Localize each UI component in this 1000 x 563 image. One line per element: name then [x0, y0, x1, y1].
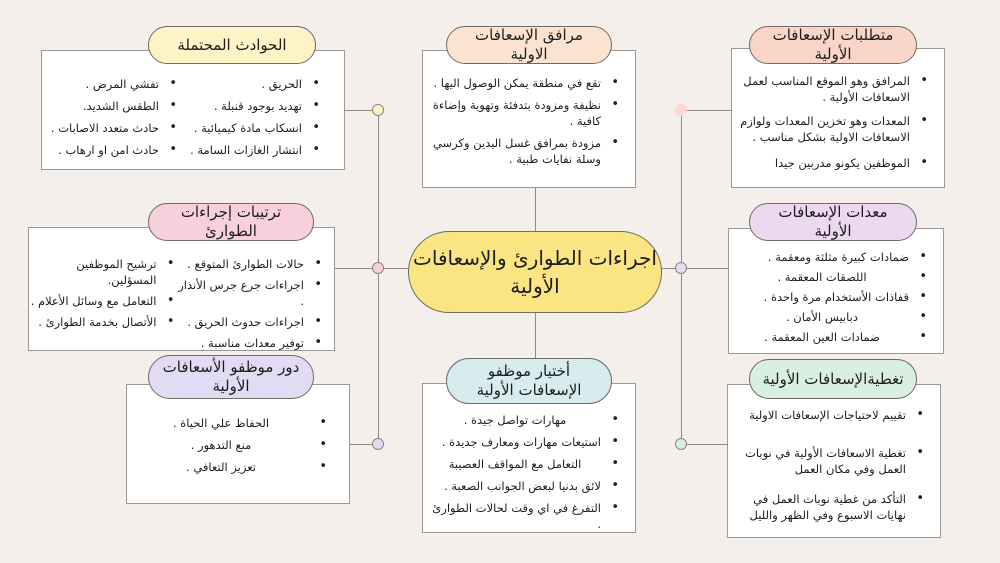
- right-trunk-line: [681, 110, 682, 444]
- list-item: • قفاذات الأستخدام مرة واحدة .: [735, 289, 929, 305]
- node-dot-lilac: [675, 262, 687, 274]
- equipment-box: [728, 228, 944, 354]
- staff-role-header[interactable]: [148, 355, 314, 399]
- requirements-header[interactable]: [749, 26, 917, 64]
- node-dot-green: [675, 438, 687, 450]
- potential-incidents-box: [41, 50, 345, 170]
- center-bottom-connector: [535, 312, 536, 358]
- list-item: • تقييم لاحتياجات الإسعافات الاولية: [734, 407, 926, 423]
- list-item: • الحريق .: [185, 76, 322, 92]
- list-item: • توفير معدات مناسبة .: [177, 335, 325, 351]
- left-trunk-line: [378, 110, 379, 444]
- coverage-title: تغطيةالإسعافات الأولية: [762, 369, 904, 388]
- list-item: • اجراءات حدوث الحريق .: [177, 314, 325, 330]
- requirements-box: [731, 48, 945, 188]
- equipment-header[interactable]: [749, 203, 917, 241]
- list-item: • الحفاظ علي الحياة .: [133, 415, 329, 431]
- node-dot-salmon: [675, 104, 687, 116]
- staff-selection-box: [422, 383, 636, 533]
- right-bottom-connector: [681, 444, 727, 445]
- node-dot-pink: [372, 262, 384, 274]
- center-right-connector: [661, 268, 731, 269]
- potential-incidents-header[interactable]: [148, 26, 316, 64]
- list-item: • التعامل مع المواقف العصيبة: [429, 456, 621, 472]
- list-item: • التفرغ في اي وقت لحالات الطوارئ .: [429, 500, 621, 532]
- node-dot-yellow: [372, 104, 384, 116]
- central-topic-title: اجراءات الطوارئ والإسعافات الأولية: [413, 246, 657, 298]
- center-top-connector: [535, 188, 536, 232]
- list-item: • لائق بدنيا لبعض الجوانب الصعبة .: [429, 478, 621, 494]
- list-item: • تهديد بوجود قنبلة .: [185, 98, 322, 114]
- facilities-title: مرافق الإسعافات الاولية: [475, 26, 583, 63]
- list-item: • الطقس الشديد.: [42, 98, 179, 114]
- list-item: • دبابيس الأمان .: [735, 309, 929, 325]
- list-item: • حادث متعدد الاصابات .: [42, 120, 179, 136]
- equipment-title: معدات الإسعافات الأولية: [778, 203, 888, 240]
- facilities-header[interactable]: [446, 26, 612, 64]
- list-item: • الأتصال بخدمة الطوارئ .: [29, 314, 177, 330]
- list-item: • التأكد من غطية نوبات العمل في نهايات الاسبوع وفي الظهر والليل: [734, 491, 926, 523]
- list-item: • حالات الطوارئ المتوقع .: [177, 256, 325, 272]
- arrangements-title: ترتيبات إجراءات الطوارئ: [180, 203, 282, 240]
- list-item: • منع التدهور .: [133, 437, 329, 453]
- right-top-connector: [681, 110, 731, 111]
- list-item: • المرافق وهو الموقع المناسب لعمل الاسعافات الأولية .: [738, 73, 930, 105]
- list-item: • ضمادات كبيرة مثلثة ومعقمة .: [735, 249, 929, 265]
- coverage-header[interactable]: [749, 359, 917, 399]
- list-item: • اللصقات المعقمة .: [735, 269, 929, 285]
- list-item: • المعدات وهو تخزين المعدات ولوازم الاسعافات الاولية بشكل مناسب .: [738, 113, 930, 145]
- arrangements-box: [28, 227, 335, 351]
- list-item: • مهارات تواصل جيدة .: [429, 412, 621, 428]
- node-dot-lavender: [372, 438, 384, 450]
- list-item: • الموظفين يكونو مدربين جيدا: [738, 155, 930, 171]
- list-item: • تغطية الاسعافات الأولية في نوبات العمل وفي مكان العمل: [734, 445, 926, 477]
- list-item: • استيعات مهارات ومعارف جديدة .: [429, 434, 621, 450]
- staff-selection-header[interactable]: [446, 358, 612, 404]
- facilities-box: [422, 50, 636, 188]
- arrangements-header[interactable]: [148, 203, 314, 241]
- list-item: • ضمادات العين المعقمة .: [735, 329, 929, 345]
- list-item: • انسكاب مادة كيميائية .: [185, 120, 322, 136]
- list-item: • تقع في منطقة يمكن الوصول اليها .: [429, 75, 621, 91]
- coverage-box: [727, 384, 941, 538]
- list-item: • نظيفة ومزودة بتدفئة وتهوية وإضاءة كافية .: [429, 97, 621, 129]
- staff-role-title: دور موظفو الأسعافات الأولية: [162, 358, 300, 395]
- central-topic[interactable]: [408, 231, 662, 313]
- list-item: • مزودة بمرافق غسل اليدين وكرسي وسلة نفايات طبية .: [429, 135, 621, 167]
- list-item: • اجراءات جرع جرس الأنذار .: [177, 277, 325, 309]
- potential-incidents-title: الحوادث المحتملة: [177, 35, 287, 54]
- list-item: • تعزيز التعافي .: [133, 459, 329, 475]
- staff-selection-title: أختيار موظفو الإسعافات الأولية: [476, 362, 582, 399]
- staff-role-box: [126, 384, 350, 504]
- requirements-title: متطلبات الإسعافات الأولية: [772, 26, 894, 63]
- list-item: • ترشيح الموظفين المسؤلين.: [29, 256, 177, 288]
- list-item: • انتشار الغازات السامة .: [185, 142, 322, 158]
- list-item: • التعامل مع وسائل الأعلام .: [29, 293, 177, 309]
- list-item: • حادث امن او ارهاب .: [42, 142, 179, 158]
- list-item: • تفشي المرض .: [42, 76, 179, 92]
